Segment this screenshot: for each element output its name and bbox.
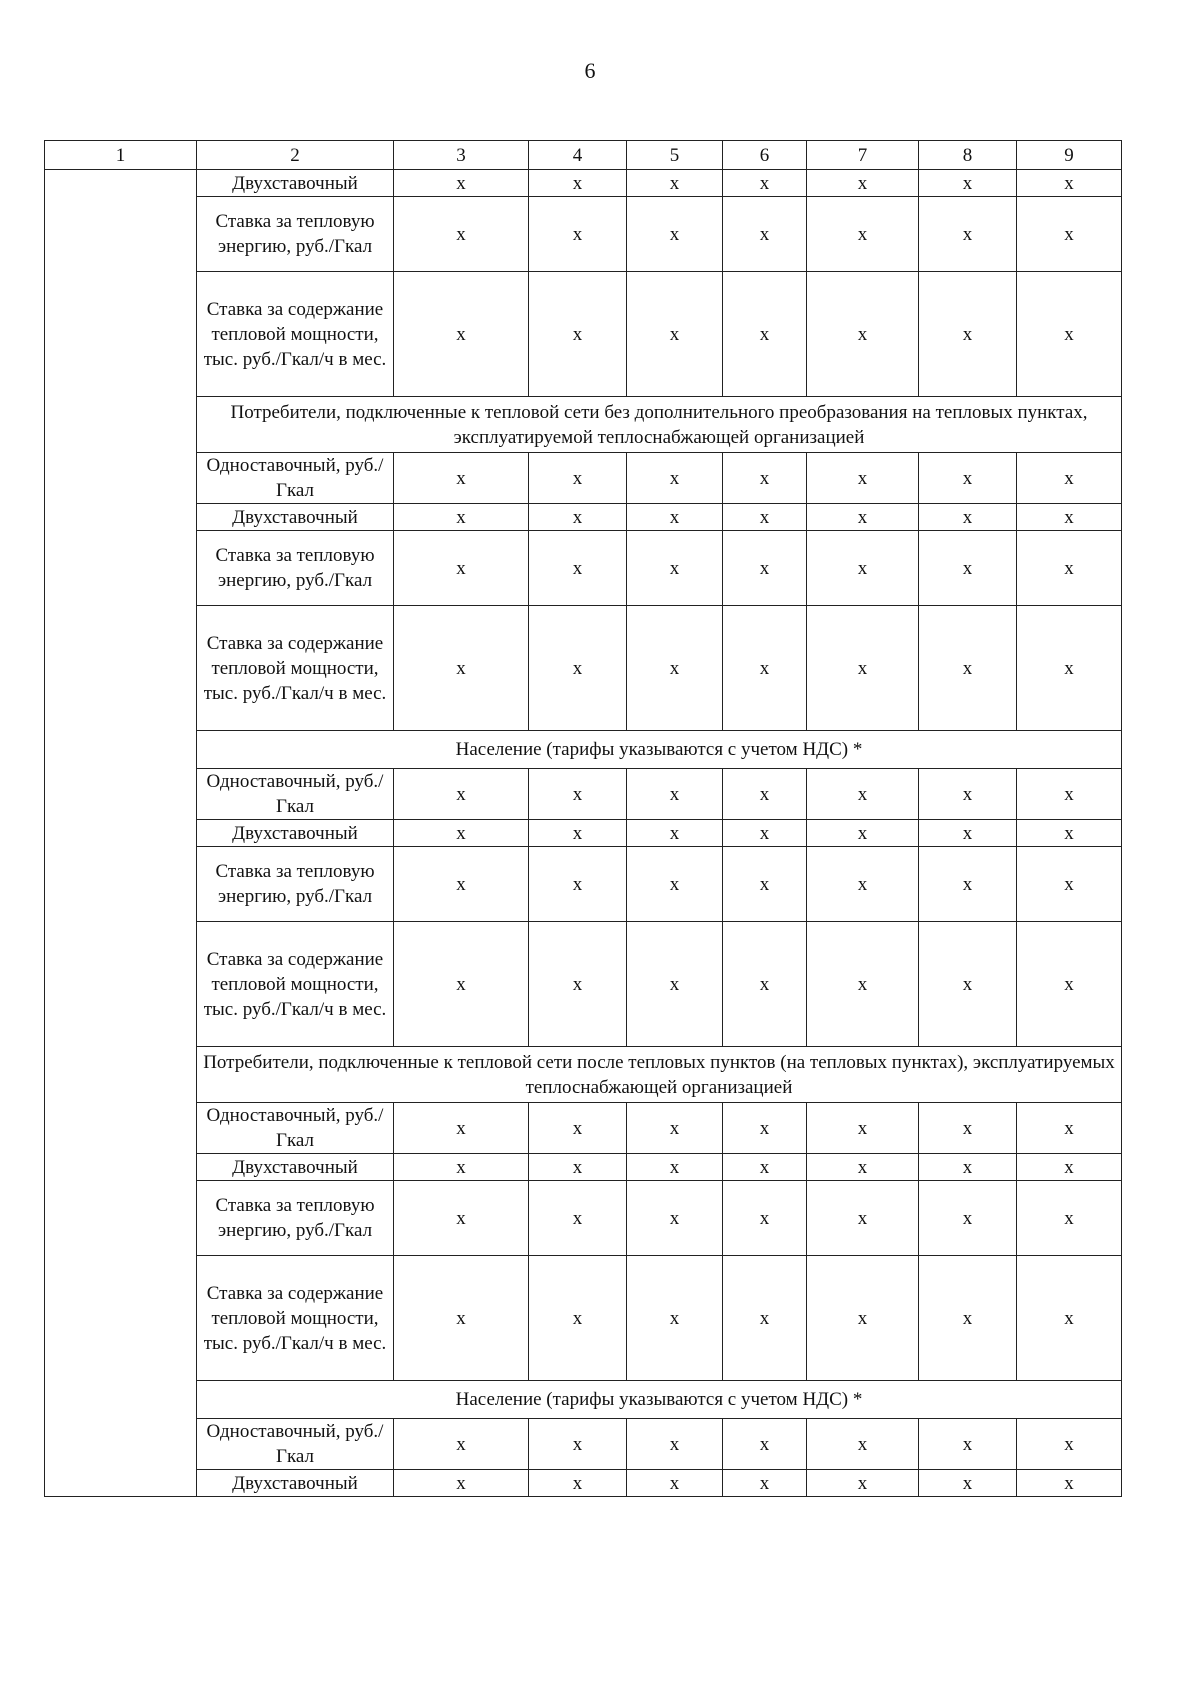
value-cell: х xyxy=(723,504,807,531)
value-cell: х xyxy=(1017,922,1122,1047)
value-cell: х xyxy=(1017,504,1122,531)
value-cell: х xyxy=(394,1470,529,1497)
value-cell: х xyxy=(723,1470,807,1497)
value-cell: х xyxy=(723,170,807,197)
value-cell: х xyxy=(723,1181,807,1256)
value-cell: х xyxy=(529,847,627,922)
row-label: Ставка за содержание тепловой мощности, тыс. руб./Гкал/ч в мес. xyxy=(197,272,394,397)
row-label: Ставка за тепловую энергию, руб./Гкал xyxy=(197,197,394,272)
value-cell: х xyxy=(529,170,627,197)
value-cell: х xyxy=(807,1470,919,1497)
table-row xyxy=(45,847,1122,922)
value-cell: х xyxy=(919,1103,1017,1154)
row-label: Ставка за тепловую энергию, руб./Гкал xyxy=(197,1181,394,1256)
value-cell: х xyxy=(919,769,1017,820)
value-cell: х xyxy=(394,769,529,820)
value-cell: х xyxy=(627,922,723,1047)
value-cell: х xyxy=(627,504,723,531)
row-group-cell xyxy=(45,170,197,1497)
table-row xyxy=(45,170,1122,197)
value-cell: х xyxy=(919,504,1017,531)
value-cell: х xyxy=(394,606,529,731)
value-cell: х xyxy=(529,606,627,731)
table-row xyxy=(45,1154,1122,1181)
row-label: Двухставочный xyxy=(197,170,394,197)
value-cell: х xyxy=(919,1470,1017,1497)
value-cell: х xyxy=(807,1154,919,1181)
table-row xyxy=(45,504,1122,531)
column-header: 8 xyxy=(919,141,1017,170)
value-cell: х xyxy=(807,197,919,272)
page-number: 6 xyxy=(584,58,596,83)
value-cell: х xyxy=(529,272,627,397)
row-label: Ставка за содержание тепловой мощности, тыс. руб./Гкал/ч в мес. xyxy=(197,1256,394,1381)
table-row xyxy=(45,531,1122,606)
row-label: Одноставочный, руб./Гкал xyxy=(197,453,394,504)
value-cell: х xyxy=(529,820,627,847)
table-row xyxy=(45,1470,1122,1497)
value-cell: х xyxy=(627,769,723,820)
value-cell: х xyxy=(394,820,529,847)
value-cell: х xyxy=(723,197,807,272)
value-cell: х xyxy=(919,606,1017,731)
row-label: Двухставочный xyxy=(197,1154,394,1181)
column-header: 4 xyxy=(529,141,627,170)
value-cell: х xyxy=(807,820,919,847)
table-row xyxy=(45,922,1122,1047)
column-header: 2 xyxy=(197,141,394,170)
value-cell: х xyxy=(723,769,807,820)
section-row xyxy=(45,1047,1122,1103)
value-cell: х xyxy=(394,847,529,922)
value-cell: х xyxy=(919,1256,1017,1381)
value-cell: х xyxy=(807,847,919,922)
value-cell: х xyxy=(1017,1419,1122,1470)
value-cell: х xyxy=(627,1154,723,1181)
value-cell: х xyxy=(529,1181,627,1256)
column-header: 1 xyxy=(45,141,197,170)
value-cell: х xyxy=(723,453,807,504)
value-cell: х xyxy=(807,272,919,397)
column-header: 3 xyxy=(394,141,529,170)
value-cell: х xyxy=(1017,606,1122,731)
value-cell: х xyxy=(627,170,723,197)
value-cell: х xyxy=(627,1256,723,1381)
value-cell: х xyxy=(394,1256,529,1381)
row-label: Двухставочный xyxy=(197,820,394,847)
value-cell: х xyxy=(807,769,919,820)
value-cell: х xyxy=(723,531,807,606)
table-row xyxy=(45,197,1122,272)
value-cell: х xyxy=(394,1103,529,1154)
value-cell: х xyxy=(919,922,1017,1047)
value-cell: х xyxy=(1017,197,1122,272)
value-cell: х xyxy=(1017,1181,1122,1256)
value-cell: х xyxy=(627,1181,723,1256)
section-title: Потребители, подключенные к тепловой сети после тепловых пунктов (на тепловых пунктах), эксплуатируемых теплоснабжающей организацией xyxy=(197,1047,1122,1103)
row-label: Ставка за тепловую энергию, руб./Гкал xyxy=(197,531,394,606)
value-cell: х xyxy=(529,1256,627,1381)
value-cell: х xyxy=(807,922,919,1047)
section-row xyxy=(45,397,1122,453)
value-cell: х xyxy=(723,1154,807,1181)
value-cell: х xyxy=(919,847,1017,922)
row-label: Ставка за содержание тепловой мощности, тыс. руб./Гкал/ч в мес. xyxy=(197,606,394,731)
value-cell: х xyxy=(529,453,627,504)
value-cell: х xyxy=(807,1181,919,1256)
value-cell: х xyxy=(394,197,529,272)
value-cell: х xyxy=(529,1154,627,1181)
value-cell: х xyxy=(529,504,627,531)
value-cell: х xyxy=(627,197,723,272)
value-cell: х xyxy=(807,1103,919,1154)
row-label: Двухставочный xyxy=(197,1470,394,1497)
value-cell: х xyxy=(394,453,529,504)
value-cell: х xyxy=(627,1103,723,1154)
value-cell: х xyxy=(394,1181,529,1256)
value-cell: х xyxy=(1017,531,1122,606)
value-cell: х xyxy=(627,531,723,606)
table-body xyxy=(45,141,1122,1497)
value-cell: х xyxy=(394,170,529,197)
table-row xyxy=(45,820,1122,847)
value-cell: х xyxy=(627,1470,723,1497)
value-cell: х xyxy=(723,606,807,731)
table-row xyxy=(45,1256,1122,1381)
value-cell: х xyxy=(1017,272,1122,397)
value-cell: х xyxy=(394,1419,529,1470)
value-cell: х xyxy=(394,531,529,606)
header-row xyxy=(45,141,1122,170)
section-title: Потребители, подключенные к тепловой сети без дополнительного преобразования на тепловых пунктах, эксплуатируемой теплоснабжающей организацией xyxy=(197,397,1122,453)
value-cell: х xyxy=(807,606,919,731)
value-cell: х xyxy=(529,1470,627,1497)
value-cell: х xyxy=(394,1154,529,1181)
value-cell: х xyxy=(1017,1154,1122,1181)
value-cell: х xyxy=(1017,820,1122,847)
column-header: 5 xyxy=(627,141,723,170)
value-cell: х xyxy=(627,1419,723,1470)
column-header: 6 xyxy=(723,141,807,170)
value-cell: х xyxy=(919,1419,1017,1470)
value-cell: х xyxy=(529,197,627,272)
value-cell: х xyxy=(1017,847,1122,922)
value-cell: х xyxy=(1017,1103,1122,1154)
value-cell: х xyxy=(807,504,919,531)
value-cell: х xyxy=(627,820,723,847)
value-cell: х xyxy=(919,170,1017,197)
column-header: 9 xyxy=(1017,141,1122,170)
value-cell: х xyxy=(529,922,627,1047)
row-label: Одноставочный, руб./Гкал xyxy=(197,769,394,820)
value-cell: х xyxy=(529,1419,627,1470)
value-cell: х xyxy=(807,1419,919,1470)
value-cell: х xyxy=(529,1103,627,1154)
value-cell: х xyxy=(1017,170,1122,197)
value-cell: х xyxy=(807,453,919,504)
value-cell: х xyxy=(807,170,919,197)
value-cell: х xyxy=(723,1103,807,1154)
value-cell: х xyxy=(529,531,627,606)
table-row xyxy=(45,1181,1122,1256)
table-row xyxy=(45,453,1122,504)
value-cell: х xyxy=(394,922,529,1047)
value-cell: х xyxy=(723,1419,807,1470)
table-row xyxy=(45,1103,1122,1154)
value-cell: х xyxy=(627,606,723,731)
value-cell: х xyxy=(919,820,1017,847)
value-cell: х xyxy=(723,820,807,847)
table-row xyxy=(45,606,1122,731)
value-cell: х xyxy=(1017,769,1122,820)
value-cell: х xyxy=(919,1154,1017,1181)
value-cell: х xyxy=(919,531,1017,606)
section-row xyxy=(45,731,1122,769)
value-cell: х xyxy=(807,1256,919,1381)
value-cell: х xyxy=(627,453,723,504)
value-cell: х xyxy=(919,1181,1017,1256)
value-cell: х xyxy=(807,531,919,606)
value-cell: х xyxy=(919,453,1017,504)
section-title: Население (тарифы указываются с учетом НДС) * xyxy=(197,1381,1122,1419)
value-cell: х xyxy=(394,272,529,397)
value-cell: х xyxy=(723,847,807,922)
column-header: 7 xyxy=(807,141,919,170)
row-label: Ставка за тепловую энергию, руб./Гкал xyxy=(197,847,394,922)
value-cell: х xyxy=(919,197,1017,272)
value-cell: х xyxy=(723,272,807,397)
value-cell: х xyxy=(529,769,627,820)
section-row xyxy=(45,1381,1122,1419)
value-cell: х xyxy=(1017,1256,1122,1381)
row-label: Ставка за содержание тепловой мощности, тыс. руб./Гкал/ч в мес. xyxy=(197,922,394,1047)
value-cell: х xyxy=(394,504,529,531)
table-row xyxy=(45,1419,1122,1470)
value-cell: х xyxy=(723,1256,807,1381)
value-cell: х xyxy=(627,847,723,922)
value-cell: х xyxy=(1017,1470,1122,1497)
value-cell: х xyxy=(919,272,1017,397)
tariff-table xyxy=(44,140,1122,1497)
row-label: Одноставочный, руб./Гкал xyxy=(197,1103,394,1154)
table-row xyxy=(45,769,1122,820)
table-row xyxy=(45,272,1122,397)
row-label: Двухставочный xyxy=(197,504,394,531)
value-cell: х xyxy=(1017,453,1122,504)
section-title: Население (тарифы указываются с учетом НДС) * xyxy=(197,731,1122,769)
value-cell: х xyxy=(627,272,723,397)
value-cell: х xyxy=(723,922,807,1047)
row-label: Одноставочный, руб./Гкал xyxy=(197,1419,394,1470)
